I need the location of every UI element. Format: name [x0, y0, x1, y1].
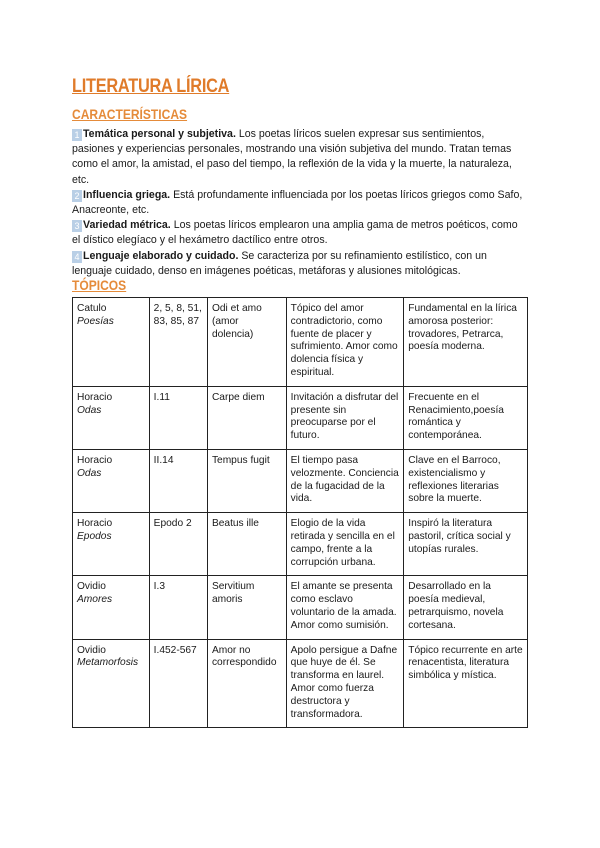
reference-cell: 2, 5, 8, 51, 83, 85, 87: [149, 298, 207, 387]
feature-head: Influencia griega.: [83, 188, 171, 201]
topic-cell: Tempus fugit: [207, 449, 286, 512]
work-title: Odas: [77, 404, 102, 416]
feature-head: Variedad métrica.: [83, 219, 171, 232]
author-cell: [73, 576, 150, 639]
table-row: [73, 576, 528, 639]
topic-cell: Carpe diem: [207, 386, 286, 449]
table-row: [73, 513, 528, 576]
influence-cell: Tópico recurrente en arte renacentista, literatura simbólica y mística.: [404, 639, 528, 728]
features-list: [72, 127, 528, 279]
section-heading-caracteristicas: CARACTERÍSTICAS: [72, 106, 188, 122]
work-title: Epodos: [77, 530, 112, 542]
feature-text: Los poetas líricos suelen expresar sus sentimientos, pasiones y experiencias personales, mostrando una visión subjetiva del mundo. Tratan temas como el amor, la amistad, el paso del tiempo, la reflexión de la vida y la muerte, la naturaleza, etc.: [72, 128, 512, 186]
table-row: [73, 298, 528, 387]
author-cell: [73, 513, 150, 576]
influence-cell: Inspiró la literatura pastoril, crítica social y utopías rurales.: [404, 513, 528, 576]
work-title: Amores: [77, 594, 113, 606]
description-cell: Apolo persigue a Dafne que huye de él. Se transforma en laurel. Amor como fuerza destructora y transformadora.: [286, 639, 404, 728]
feature-item: [72, 218, 528, 248]
author-cell: [73, 298, 150, 387]
topic-cell: Servitium amoris: [207, 576, 286, 639]
work-title: Poesías: [77, 315, 114, 327]
description-cell: Invitación a disfrutar del presente sin preocuparse por el futuro.: [286, 386, 404, 449]
author-name: Horacio: [77, 518, 113, 530]
feature-head: Lenguaje elaborado y cuidado.: [83, 249, 239, 262]
table-row: [73, 449, 528, 512]
topic-cell: Amor no correspondido: [207, 639, 286, 728]
table-row: [73, 386, 528, 449]
reference-cell: II.14: [149, 449, 207, 512]
feature-item: [72, 127, 528, 188]
section-heading-topicos: TÓPICOS: [72, 277, 127, 293]
feature-number: 3: [72, 220, 82, 232]
feature-text: Se caracteriza por su refinamiento estilístico, con un lenguaje cuidado, denso en imágenes poéticas, metáforas y alusiones mitológicas.: [72, 249, 487, 277]
author-name: Ovidio: [77, 644, 106, 656]
author-cell: [73, 449, 150, 512]
description-cell: Elogio de la vida retirada y sencilla en el campo, frente a la corrupción urbana.: [286, 513, 404, 576]
influence-cell: Frecuente en el Renacimiento,poesía romántica y contemporánea.: [404, 386, 528, 449]
author-name: Ovidio: [77, 581, 106, 593]
author-name: Horacio: [77, 454, 113, 466]
table-row: [73, 639, 528, 728]
work-title: Odas: [77, 467, 102, 479]
influence-cell: Clave en el Barroco, existencialismo y reflexiones literarias sobre la muerte.: [404, 449, 528, 512]
influence-cell: Fundamental en la lírica amorosa posterior: trovadores, Petrarca, poesía moderna.: [404, 298, 528, 387]
feature-text: Está profundamente influenciada por los poetas líricos griegos como Safo, Anacreonte, etc.: [72, 188, 523, 217]
work-title: Metamorfosis: [77, 657, 139, 669]
description-cell: Tópico del amor contradictorio, como fuente de placer y sufrimiento. Amor como dolencia física y espiritual.: [286, 298, 404, 387]
reference-cell: Epodo 2: [149, 513, 207, 576]
feature-number: 2: [72, 190, 82, 202]
page-title: LITERATURA LÍRICA: [72, 76, 230, 97]
feature-text: Los poetas líricos emplearon una amplia gama de metros poéticos, como el dístico elegíaco y el hexámetro dactílico entre otros.: [72, 219, 518, 247]
description-cell: El amante se presenta como esclavo voluntario de la amada. Amor como sumisión.: [286, 576, 404, 639]
feature-number: 1: [72, 129, 82, 141]
feature-head: Temática personal y subjetiva.: [83, 128, 236, 140]
author-name: Catulo: [77, 303, 107, 314]
author-cell: [73, 639, 150, 728]
author-cell: [73, 386, 150, 449]
author-name: Horacio: [77, 391, 113, 403]
description-cell: El tiempo pasa velozmente. Conciencia de la fugacidad de la vida.: [286, 449, 404, 512]
reference-cell: I.452-567: [149, 639, 207, 728]
feature-item: [72, 249, 528, 279]
influence-cell: Desarrollado en la poesía medieval, petrarquismo, novela cortesana.: [404, 576, 528, 639]
reference-cell: I.11: [149, 386, 207, 449]
topics-table: [72, 297, 528, 728]
topic-cell: Beatus ille: [207, 513, 286, 576]
topic-cell: Odi et amo (amor dolencia): [207, 298, 286, 387]
reference-cell: I.3: [149, 576, 207, 639]
feature-item: [72, 188, 528, 218]
feature-number: 4: [72, 251, 82, 263]
